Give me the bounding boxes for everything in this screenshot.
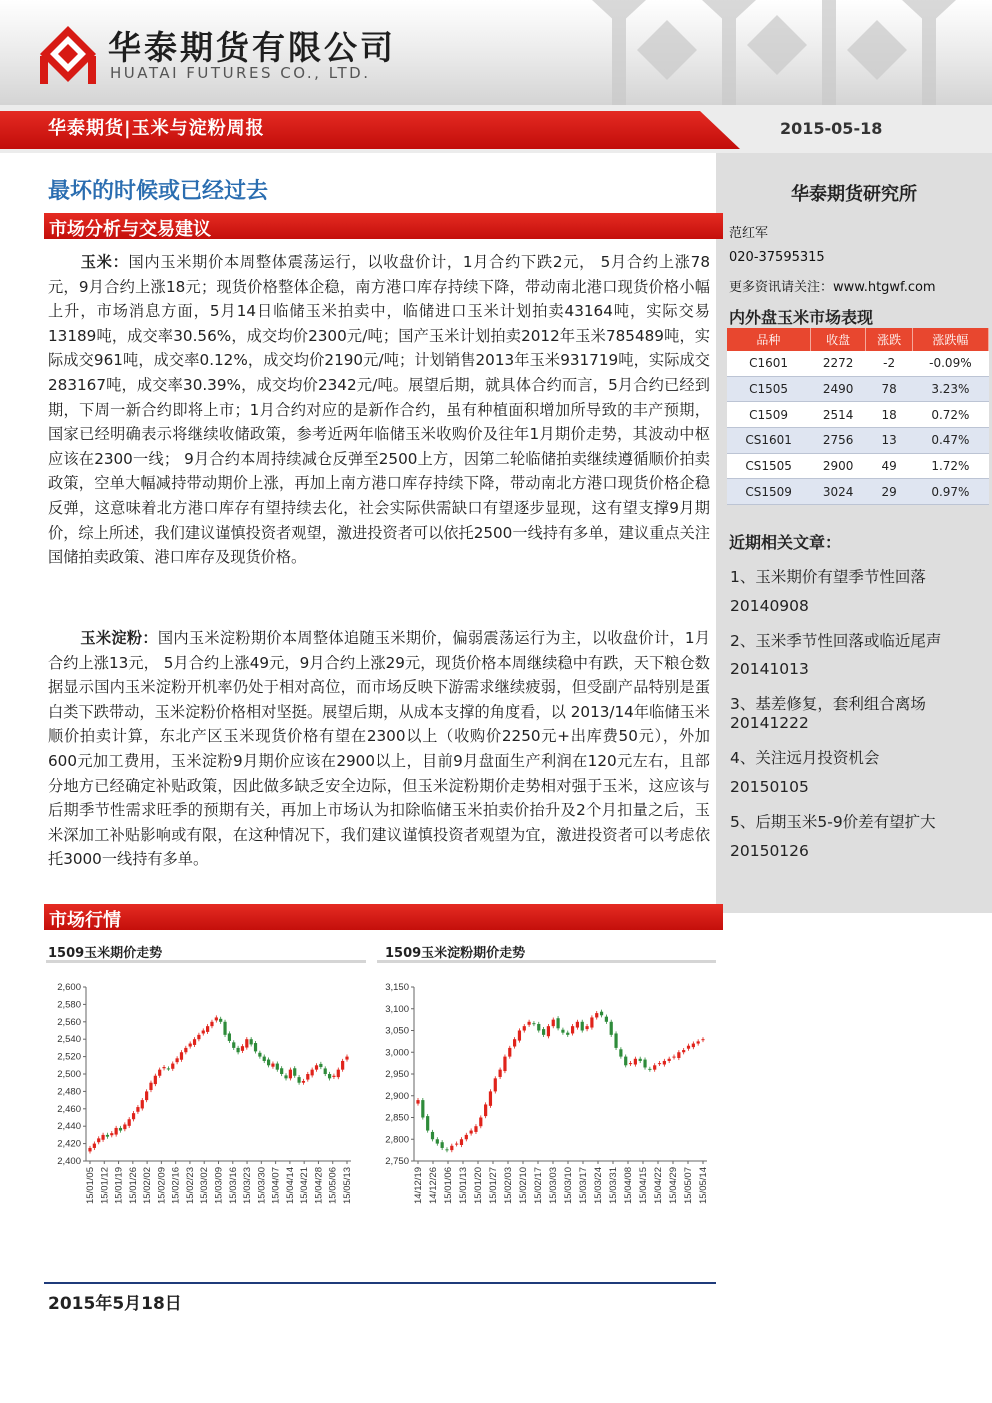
- y-tick-label: 3,050: [385, 1025, 409, 1037]
- y-tick-label: 2,480: [57, 1086, 81, 1098]
- candle-body: [311, 1070, 314, 1076]
- candle-body: [542, 1029, 545, 1035]
- x-tick-label: 15/01/05: [85, 1167, 96, 1204]
- y-tick-label: 2,500: [57, 1069, 81, 1080]
- candle-body: [193, 1039, 196, 1045]
- candle-body: [672, 1057, 675, 1058]
- table-cell: CS1505: [727, 453, 810, 479]
- x-tick-label: 15/05/13: [342, 1167, 353, 1204]
- candle-body: [306, 1074, 309, 1080]
- candle-body: [484, 1104, 487, 1116]
- x-tick-label: 15/05/07: [683, 1167, 694, 1204]
- paragraph-corn: [48, 250, 710, 570]
- candle-body: [332, 1076, 335, 1077]
- candle-body: [263, 1057, 266, 1061]
- footer-date: 2015年5月18日: [48, 1294, 182, 1314]
- candle-body: [639, 1059, 642, 1061]
- x-tick-label: 15/01/19: [113, 1167, 125, 1204]
- candle-body: [668, 1059, 671, 1061]
- institute-name: 华泰期货研究所: [791, 184, 917, 205]
- y-tick-label: 2,850: [385, 1112, 409, 1124]
- y-tick-label: 2,540: [57, 1034, 81, 1046]
- analyst-phone: 020-37595315: [729, 250, 825, 265]
- candle-body: [614, 1033, 617, 1047]
- candle-body: [241, 1046, 244, 1051]
- table-row: [727, 479, 989, 505]
- y-tick-label: 2,580: [57, 999, 81, 1011]
- candle-body: [581, 1022, 584, 1031]
- candle-body: [132, 1113, 135, 1119]
- candle-body: [219, 1019, 222, 1022]
- x-tick-label: 15/05/06: [327, 1167, 339, 1204]
- candle-body: [115, 1128, 118, 1135]
- candle-body: [341, 1061, 344, 1070]
- x-tick-label: 15/03/30: [256, 1167, 268, 1204]
- table-cell: 0.72%: [912, 402, 988, 428]
- candle-body: [289, 1070, 292, 1079]
- candle-body: [648, 1069, 651, 1070]
- x-tick-label: 15/02/02: [142, 1167, 154, 1204]
- more-info-link[interactable]: 更多资讯请关注：www.htgwf.com: [729, 280, 936, 295]
- candle-body: [528, 1022, 531, 1025]
- analyst-name: 范红军: [729, 226, 769, 241]
- y-tick-label: 2,460: [57, 1103, 81, 1115]
- candle-body: [416, 1100, 419, 1103]
- paragraph-label: 玉米淀粉：: [80, 629, 158, 647]
- candle-body: [297, 1077, 300, 1083]
- candle-body: [663, 1061, 666, 1065]
- candle-body: [337, 1070, 340, 1077]
- related-article-link[interactable]: 5、后期玉米5-9价差有望扩大: [730, 813, 936, 831]
- y-tick-label: 3,150: [385, 982, 409, 993]
- candle-body: [489, 1091, 492, 1105]
- section-header-market: [44, 904, 723, 930]
- y-tick-label: 2,440: [57, 1121, 81, 1133]
- related-article-date: 20140908: [730, 597, 809, 615]
- candle-body: [223, 1022, 226, 1035]
- candle-body: [302, 1081, 305, 1083]
- related-article-link[interactable]: 1、玉米期价有望季节性回落: [730, 568, 926, 586]
- x-tick-label: 15/04/08: [623, 1167, 634, 1204]
- candle-body: [677, 1052, 680, 1058]
- starch-chart-svg: [377, 963, 716, 1235]
- candle-body: [624, 1057, 627, 1066]
- x-tick-label: 15/04/28: [313, 1167, 325, 1204]
- candle-body: [479, 1118, 482, 1127]
- x-tick-label: 15/02/17: [533, 1167, 544, 1204]
- candle-body: [445, 1149, 448, 1150]
- candle-body: [450, 1146, 453, 1150]
- candle-body: [610, 1022, 613, 1035]
- table-cell: CS1601: [727, 428, 810, 454]
- candle-body: [682, 1050, 685, 1052]
- candle-body: [189, 1044, 192, 1047]
- table-cell: C1505: [727, 376, 810, 402]
- x-tick-label: 15/01/13: [458, 1167, 469, 1204]
- candle-body: [280, 1068, 283, 1074]
- x-tick-label: 15/03/16: [227, 1167, 239, 1204]
- y-tick-label: 2,950: [385, 1069, 409, 1080]
- table-cell: 2490: [810, 376, 866, 402]
- candle-body: [250, 1039, 253, 1044]
- candle-body: [600, 1012, 603, 1016]
- x-tick-label: 15/03/24: [593, 1167, 604, 1204]
- paragraph-label: 玉米：: [80, 253, 129, 271]
- candle-body: [426, 1116, 429, 1130]
- table-cell: 3.23%: [912, 376, 988, 402]
- section-header-analysis: [44, 213, 723, 239]
- candle-body: [158, 1070, 161, 1076]
- x-tick-label: 15/03/09: [213, 1167, 225, 1204]
- candle-body: [518, 1031, 521, 1041]
- candle-body: [315, 1065, 318, 1069]
- candle-body: [643, 1060, 646, 1068]
- y-tick-label: 2,400: [57, 1156, 81, 1167]
- candle-body: [254, 1043, 257, 1051]
- table-cell: 0.47%: [912, 428, 988, 454]
- candle-body: [465, 1135, 468, 1139]
- candle-body: [271, 1064, 274, 1067]
- candle-body: [576, 1022, 579, 1028]
- x-tick-label: 15/04/22: [653, 1167, 664, 1204]
- chart-title-starch: 1509玉米淀粉期价走势: [385, 946, 526, 961]
- table-row: [727, 428, 989, 454]
- report-date: 2015-05-18: [780, 119, 883, 138]
- candle-body: [629, 1063, 632, 1064]
- x-tick-label: 15/04/14: [284, 1167, 296, 1204]
- x-tick-label: 15/05/14: [698, 1167, 709, 1204]
- candle-body: [421, 1100, 424, 1117]
- market-table: [727, 328, 989, 505]
- table-cell: 29: [866, 479, 912, 505]
- candle-body: [508, 1048, 511, 1057]
- y-tick-label: 2,750: [385, 1156, 409, 1167]
- candle-body: [494, 1078, 497, 1091]
- starch-price-chart: [377, 960, 716, 1238]
- table-cell: 78: [866, 376, 912, 402]
- candle-body: [619, 1049, 622, 1056]
- market-table-title: 内外盘玉米市场表现: [729, 308, 874, 327]
- table-cell: 2900: [810, 453, 866, 479]
- candle-body: [145, 1091, 148, 1100]
- table-cell: 2756: [810, 428, 866, 454]
- candle-body: [499, 1070, 502, 1077]
- candle-body: [180, 1052, 183, 1059]
- company-name-en: HUATAI FUTURES CO., LTD.: [110, 64, 371, 82]
- candle-body: [237, 1048, 240, 1052]
- table-cell: 18: [866, 402, 912, 428]
- table-cell: 3024: [810, 479, 866, 505]
- candle-body: [547, 1026, 550, 1036]
- x-tick-label: 15/03/23: [242, 1167, 254, 1204]
- candle-body: [128, 1119, 131, 1126]
- table-row: [727, 453, 989, 479]
- table-header: 品种: [727, 328, 810, 351]
- candle-body: [470, 1131, 473, 1134]
- related-article-link[interactable]: 4、关注远月投资机会: [730, 749, 880, 767]
- x-tick-label: 15/04/29: [668, 1167, 679, 1204]
- candle-body: [119, 1128, 122, 1131]
- related-article-link[interactable]: 3、基差修复，套利组合离场: [730, 695, 926, 713]
- header-decoration: [572, 0, 992, 105]
- x-tick-label: 15/02/09: [156, 1167, 168, 1204]
- candle-body: [552, 1020, 555, 1027]
- paragraph-text: 国内玉米淀粉期价本周整体追随玉米期价，偏弱震荡运行为主，以收盘价计，1月合约上涨13元， 5月合约上涨49元，9月合约上涨29元，现货价格本周继续稳中有跌，天下粮仓数据显示国内玉米淀粉开机率仍处于相对高位，而市场反映下游需求继续疲弱，但受副产品特别是蛋白类下跌带动，玉米淀粉价格相对坚挺。展望后期，从成本支撑的角度看，以 2013/14年临储玉米顺价拍卖计算，东北产区玉米现货价格有望在2300以上（收购价2250元+出库费50元），外加600元加工费用，玉米淀粉9月期价应该在2900以上，目前9月盘面生产利润在120元左右，且部分地方已经确定补贴政策，因此做多缺乏安全边际，但玉米淀粉期价走势相对强于玉米，这应该与后期季节性需求旺季的预期有关，再加上市场认为扣除临储玉米拍卖价抬升及2个月扣量之后，玉米深加工补贴影响或有限，在这种情况下，我们建议谨慎投资者观望为宜，激进投资者可以考虑依托3000一线持有多单。: [48, 629, 711, 869]
- candle-body: [141, 1100, 144, 1108]
- x-tick-label: 14/12/26: [428, 1167, 439, 1204]
- candle-body: [328, 1074, 331, 1078]
- x-tick-label: 15/03/03: [548, 1167, 559, 1204]
- y-tick-label: 2,520: [57, 1051, 81, 1063]
- related-article-link[interactable]: 2、玉米季节性回落或临近尾声: [730, 632, 942, 650]
- y-tick-label: 2,600: [57, 982, 81, 993]
- candle-body: [532, 1023, 535, 1024]
- candle-body: [176, 1058, 179, 1062]
- table-cell: 2272: [810, 351, 866, 376]
- table-cell: C1509: [727, 402, 810, 428]
- x-tick-label: 15/01/20: [473, 1167, 484, 1204]
- x-tick-label: 15/03/10: [563, 1167, 574, 1204]
- y-tick-label: 2,560: [57, 1016, 81, 1028]
- x-tick-label: 15/01/26: [127, 1167, 139, 1204]
- header: [0, 0, 992, 105]
- candle-body: [258, 1053, 261, 1057]
- candle-body: [523, 1026, 526, 1030]
- candle-body: [276, 1064, 279, 1070]
- candle-body: [154, 1076, 157, 1084]
- huatai-logo-icon: [40, 26, 96, 84]
- candle-body: [441, 1142, 444, 1148]
- footer-divider: [44, 1282, 716, 1284]
- candle-body: [149, 1083, 152, 1090]
- candle-body: [88, 1148, 91, 1151]
- candle-body: [687, 1046, 690, 1049]
- table-cell: CS1509: [727, 479, 810, 505]
- candle-body: [101, 1135, 104, 1140]
- candle-body: [319, 1064, 322, 1067]
- candle-body: [162, 1067, 165, 1068]
- candle-body: [232, 1042, 235, 1048]
- candle-body: [97, 1138, 100, 1142]
- y-tick-label: 2,800: [385, 1134, 409, 1146]
- x-tick-label: 15/04/15: [638, 1167, 649, 1204]
- candle-body: [692, 1044, 695, 1048]
- candle-body: [106, 1135, 109, 1137]
- paragraph-starch: [48, 626, 710, 872]
- candle-body: [123, 1124, 126, 1129]
- candle-body: [537, 1024, 540, 1031]
- related-article-date: 20150126: [730, 842, 809, 860]
- table-row: [727, 376, 989, 402]
- candle-body: [455, 1144, 458, 1145]
- y-tick-label: 2,900: [385, 1090, 409, 1102]
- x-tick-label: 14/12/19: [413, 1167, 424, 1204]
- candle-body: [595, 1013, 598, 1017]
- candle-body: [215, 1017, 218, 1020]
- related-articles-title: 近期相关文章：: [729, 533, 842, 552]
- x-tick-label: 15/02/10: [518, 1167, 529, 1204]
- y-tick-label: 2,420: [57, 1138, 81, 1150]
- candle-body: [701, 1039, 704, 1040]
- table-cell: -2: [866, 351, 912, 376]
- table-cell: 0.97%: [912, 479, 988, 505]
- x-tick-label: 15/01/27: [488, 1167, 499, 1204]
- candle-body: [431, 1132, 434, 1139]
- candle-body: [513, 1039, 516, 1046]
- company-name-cn: 华泰期货有限公司: [108, 28, 396, 67]
- x-tick-label: 15/03/31: [608, 1167, 619, 1204]
- table-header: 收盘: [810, 328, 866, 351]
- x-tick-label: 15/04/07: [270, 1167, 282, 1204]
- table-row: [727, 402, 989, 428]
- candle-body: [653, 1065, 656, 1069]
- table-row: [727, 351, 989, 376]
- table-cell: -0.09%: [912, 351, 988, 376]
- candle-body: [436, 1139, 439, 1143]
- x-tick-label: 15/01/12: [99, 1167, 111, 1204]
- report-series-title: 华泰期货|玉米与淀粉周报: [48, 118, 265, 139]
- table-header: 涨跌: [866, 328, 912, 351]
- related-article-date: 20150105: [730, 778, 809, 796]
- candle-body: [474, 1126, 477, 1132]
- corn-price-chart: [46, 960, 366, 1238]
- candle-body: [184, 1048, 187, 1052]
- candle-body: [658, 1063, 661, 1064]
- candle-body: [503, 1057, 506, 1071]
- section-title: 市场行情: [49, 910, 121, 931]
- candle-body: [561, 1030, 564, 1033]
- x-tick-label: 15/04/21: [299, 1167, 311, 1204]
- paragraph-text: 国内玉米期价本周整体震荡运行，以收盘价计，1月合约下跌2元， 5月合约上涨78元，9月合约上涨18元；现货价格整体企稳，南方港口库存持续下降，带动南北港口现货价格小幅上升，市场消息方面，5月14日临储玉米拍卖中，临储进口玉米计划拍卖43164吨，实际交易13189吨，成交率30.56%，成交均价2300元/吨；国产玉米计划拍卖2012年玉米785489吨，实际成交961吨，成交率0.12%，成交均价2190元/吨；计划销售2013年玉米931719吨，实际成交283167吨，成交率30.39%，成交均价2342元/吨。展望后期，就具体合约而言，5月合约已经到期，下周一新合约即将上市；1月合约对应的是新作合约，虽有种植面积增加所导致的丰产预期，国家已经明确表示将继续收储政策，参考近两年临储玉米收购价及往年1月期价走势，其波动中枢应该在2300一线； 9月合约本周持续减仓反弹至2500上方，因第二轮临储拍卖继续遵循顺价拍卖政策，空单大幅减持带动期价上涨，再加上南方港口库存持续下降，带动南北方港口现货价格企稳反弹，这意味着北方港口库存有望持续去化，社会实际供需缺口有望逐步显现，这有望支撑9月期价，综上所述，我们建议谨慎投资者观望，激进投资者可以依托2500一线持有多单，建议重点关注国储拍卖政策、港口库存及现货价格。: [48, 253, 710, 567]
- section-title: 市场分析与交易建议: [49, 219, 211, 240]
- candle-body: [171, 1064, 174, 1069]
- candle-body: [93, 1144, 96, 1148]
- candle-body: [345, 1057, 348, 1060]
- x-tick-label: 15/01/06: [443, 1167, 454, 1204]
- candle-body: [590, 1017, 593, 1027]
- article-title: 最坏的时候或已经过去: [48, 179, 269, 204]
- candle-body: [634, 1059, 637, 1065]
- x-tick-label: 15/02/16: [170, 1167, 182, 1204]
- x-tick-label: 15/03/17: [578, 1167, 589, 1204]
- table-header: 涨跌幅: [912, 328, 988, 351]
- candle-body: [210, 1022, 213, 1026]
- candle-body: [267, 1060, 270, 1066]
- candle-body: [697, 1041, 700, 1043]
- candle-body: [206, 1026, 209, 1032]
- candle-body: [197, 1035, 200, 1039]
- table-cell: C1601: [727, 351, 810, 376]
- candle-body: [556, 1018, 559, 1028]
- candle-body: [284, 1075, 287, 1078]
- candle-body: [167, 1068, 170, 1069]
- x-tick-label: 15/02/23: [184, 1167, 196, 1204]
- table-cell: 2514: [810, 402, 866, 428]
- candle-body: [566, 1033, 569, 1035]
- x-tick-label: 15/03/02: [199, 1167, 211, 1204]
- table-cell: 49: [866, 453, 912, 479]
- corn-chart-svg: [46, 963, 366, 1235]
- candle-body: [571, 1026, 574, 1033]
- related-article-date: 20141013: [730, 660, 809, 678]
- candle-body: [136, 1107, 139, 1112]
- related-article-date: 20141222: [730, 714, 809, 732]
- x-tick-label: 15/02/03: [503, 1167, 514, 1204]
- candle-body: [202, 1031, 205, 1034]
- candle-body: [324, 1068, 327, 1074]
- candle-body: [228, 1033, 231, 1040]
- y-tick-label: 3,100: [385, 1003, 409, 1015]
- candle-body: [293, 1068, 296, 1075]
- table-cell: 1.72%: [912, 453, 988, 479]
- candle-body: [585, 1026, 588, 1029]
- y-tick-label: 3,000: [385, 1047, 409, 1059]
- candle-body: [245, 1039, 248, 1047]
- table-cell: 13: [866, 428, 912, 454]
- candle-body: [110, 1133, 113, 1135]
- candle-body: [605, 1017, 608, 1022]
- chart-title-corn: 1509玉米期价走势: [48, 946, 163, 961]
- candle-body: [460, 1139, 463, 1145]
